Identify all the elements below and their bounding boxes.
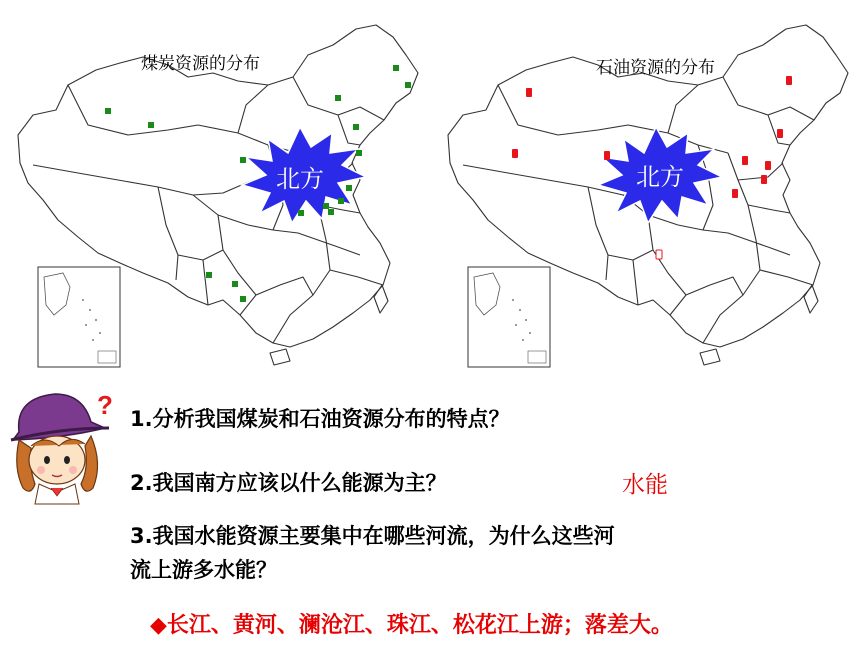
north-region-starburst xyxy=(598,127,722,223)
oil-well-marker xyxy=(761,175,767,184)
oil-well-marker xyxy=(786,76,792,85)
south-china-sea-inset xyxy=(38,267,120,367)
coal-map-title: 煤炭资源的分布 xyxy=(141,54,260,74)
oil-well-marker xyxy=(604,151,610,160)
coal-marker xyxy=(356,150,362,156)
oil-well-marker xyxy=(526,88,532,97)
coal-marker xyxy=(206,272,212,278)
oil-well-marker xyxy=(742,156,748,165)
question-mark-icon: ? xyxy=(97,390,113,420)
coal-marker xyxy=(393,65,399,71)
oil-well-marker xyxy=(656,250,662,259)
coal-marker xyxy=(323,203,329,209)
oil-well-marker xyxy=(732,189,738,198)
question-1: 1.分析我国煤炭和石油资源分布的特点？ xyxy=(130,407,510,431)
coal-distribution-map xyxy=(8,15,423,375)
answer-3: ◆长江、黄河、澜沧江、珠江、松花江上游；落差大。 xyxy=(150,613,673,638)
coal-marker xyxy=(298,210,304,216)
north-label: 北方 xyxy=(276,166,324,193)
oil-well-marker xyxy=(512,149,518,158)
oil-map-title: 石油资源的分布 xyxy=(596,58,715,78)
coal-marker xyxy=(405,82,411,88)
coal-marker xyxy=(240,157,246,163)
coal-marker xyxy=(328,209,334,215)
coal-marker xyxy=(335,95,341,101)
oil-well-marker xyxy=(765,161,771,170)
coal-marker xyxy=(232,281,238,287)
oil-well-marker xyxy=(777,129,783,138)
answer-2: 水能 xyxy=(622,472,668,498)
question-3-line-1: 3.我国水能资源主要集中在哪些河流，为什么这些河 xyxy=(130,524,615,548)
north-label: 北方 xyxy=(636,164,684,191)
question-3-line-2: 流上游多水能？ xyxy=(130,558,277,582)
coal-marker xyxy=(353,124,359,130)
question-2: 2.我国南方应该以什么能源为主？ xyxy=(130,471,447,495)
oil-distribution-map xyxy=(438,15,853,375)
coal-marker xyxy=(338,198,344,204)
question-3 xyxy=(130,519,615,587)
coal-marker xyxy=(105,108,111,114)
coal-marker xyxy=(148,122,154,128)
coal-marker xyxy=(240,296,246,302)
south-china-sea-inset xyxy=(468,267,550,367)
thinking-girl-avatar xyxy=(5,388,117,506)
coal-marker xyxy=(346,185,352,191)
